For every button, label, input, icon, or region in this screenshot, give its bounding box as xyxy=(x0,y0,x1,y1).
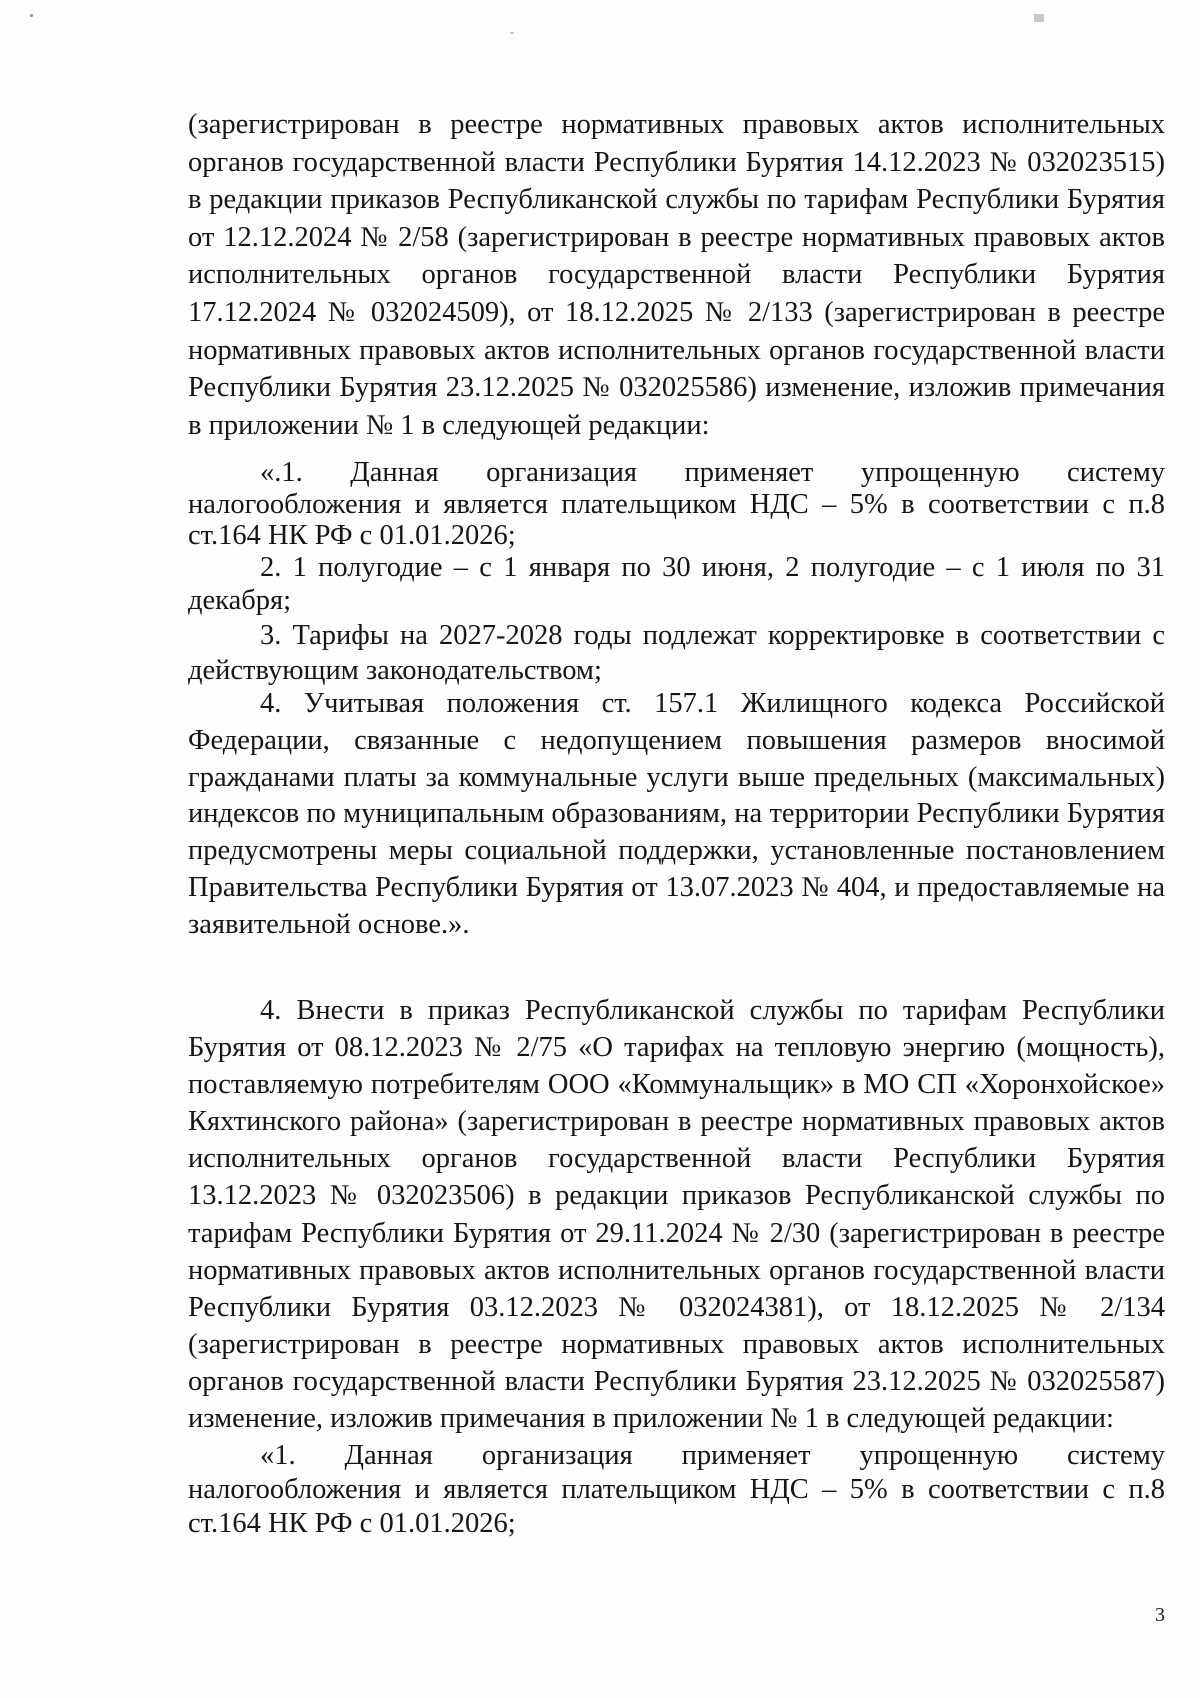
paragraph-text: 2. 1 полугодие – с 1 января по 30 июня, 2 полугодие – с 1 июля по 31 декабря; xyxy=(188,552,1165,616)
paragraph-amendment-1 xyxy=(188,106,1165,444)
note-3-tariffs-correction xyxy=(188,618,1165,688)
scan-speck xyxy=(1034,14,1044,22)
paragraph-text: «.1. Данная организация применяет упрощенную систему налогообложения и является плательщиком НДС – 5% в соответствии с п.8 ст.164 НК РФ с 01.01.2026; xyxy=(188,457,1165,551)
paragraph-text: 4. Внести в приказ Республиканской службы по тарифам Республики Бурятия от 08.12.2023 № 2/75 «О тарифах на тепловую энергию (мощность), поставляемую потребителям ООО «Коммунальщик» в МО СП «Хоронхойское» Кяхтинского района» (зарегистрирован в реестре нормативных правовых актов исполнительных органов государственной власти Республики Бурятия 13.12.2023 № 032023506) в редакции приказов Республиканской службы по тарифам Республики Бурятия от 29.11.2024 № 2/30 (зарегистрирован в реестре нормативных правовых актов исполнительных органов государственной власти Республики Бурятия 03.12.2023 № 032024381), от 18.12.2025 № 2/134 (зарегистрирован в реестре нормативных правовых актов исполнительных органов государственной власти Республики Бурятия 23.12.2025 № 032025587) изменение, изложив примечания в приложении № 1 в следующей редакции: xyxy=(188,995,1165,1435)
note-4-social-support xyxy=(188,686,1165,944)
paragraph-amendment-4 xyxy=(188,992,1165,1437)
paragraph-text: 3. Тарифы на 2027-2028 годы подлежат корректировке в соответствии с действующим законодательством; xyxy=(188,620,1165,686)
scan-speck xyxy=(30,14,33,17)
note-2-half-years xyxy=(188,552,1165,617)
paragraph-text: (зарегистрирован в реестре нормативных правовых актов исполнительных органов государственной власти Республики Бурятия 14.12.2023 № 032023515) в редакции приказов Республиканской службы по тарифам Республики Бурятия от 12.12.2024 № 2/58 (зарегистрирован в реестре нормативных правовых актов исполнительных органов государственной власти Республики Бурятия 17.12.2024 № 032024509), от 18.12.2025 № 2/133 (зарегистрирован в реестре нормативных правовых актов исполнительных органов государственной власти Республики Бурятия 23.12.2025 № 032025586) изменение, изложив примечания в приложении № 1 в следующей редакции: xyxy=(188,109,1165,441)
paragraph-text: «1. Данная организация применяет упрощенную систему налогообложения и является плательщиком НДС – 5% в соответствии с п.8 ст.164 НК РФ с 01.01.2026; xyxy=(188,1440,1165,1539)
note-1-vat xyxy=(188,457,1165,552)
paragraph-text: 4. Учитывая положения ст. 157.1 Жилищного кодекса Российской Федерации, связанные с недопущением повышения размеров вносимой гражданами платы за коммунальные услуги выше предельных (максимальных) индексов по муниципальным образованиям, на территории Республики Бурятия предусмотрены меры социальной поддержки, установленные постановлением Правительства Республики Бурятия от 13.07.2023 № 404, и предоставляемые на заявительной основе.». xyxy=(188,688,1165,940)
scan-speck xyxy=(510,32,514,34)
note-1-vat-second xyxy=(188,1439,1165,1541)
page-number: 3 xyxy=(1155,1604,1165,1626)
